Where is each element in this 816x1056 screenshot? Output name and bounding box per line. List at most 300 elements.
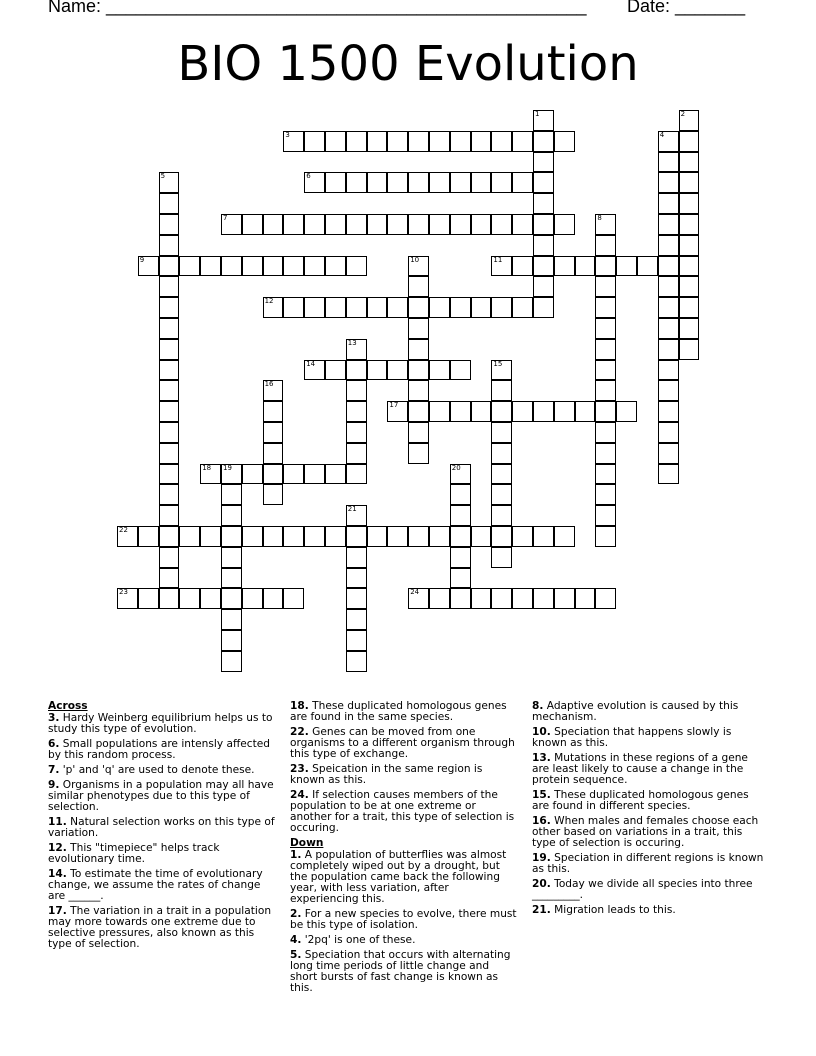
crossword-cell[interactable] [512,297,533,318]
crossword-cell[interactable] [595,360,616,381]
crossword-cell[interactable] [512,256,533,277]
crossword-cell[interactable] [304,297,325,318]
crossword-cell[interactable] [450,464,471,485]
crossword-cell[interactable] [679,297,700,318]
crossword-cell[interactable] [346,297,367,318]
clue-number: 22 [119,526,128,534]
crossword-cell[interactable] [387,360,408,381]
crossword-cell[interactable] [658,339,679,360]
crossword-cell[interactable] [429,588,450,609]
clue-item: 5. Speciation that occurs with alternating long time periods of little change and short bursts of fast change is known as this. [290,949,511,994]
crossword-cell[interactable] [450,547,471,568]
clue-item: 13. Mutations in these regions of a gene are least likely to cause a change in the protein sequence. [532,752,748,786]
crossword-cell[interactable] [387,214,408,235]
crossword-cell[interactable] [491,588,512,609]
crossword-cell[interactable] [159,568,180,589]
crossword-cell[interactable] [429,401,450,422]
crossword-cell[interactable] [325,214,346,235]
crossword-cell[interactable] [491,547,512,568]
crossword-cell[interactable] [512,588,533,609]
crossword-cell[interactable] [512,401,533,422]
clue-number: 4 [659,130,665,139]
crossword-cell[interactable] [346,443,367,464]
crossword-cell[interactable] [637,256,658,277]
crossword-cell[interactable] [533,526,554,547]
crossword-cell[interactable] [512,214,533,235]
crossword-cell[interactable] [387,526,408,547]
crossword-cell[interactable] [429,131,450,152]
crossword-cell[interactable] [179,526,200,547]
crossword-cell[interactable] [346,172,367,193]
crossword-cell[interactable] [263,443,284,464]
crossword-cell[interactable] [346,547,367,568]
crossword-cell[interactable] [471,401,492,422]
crossword-cell[interactable] [658,193,679,214]
crossword-cell[interactable] [387,172,408,193]
page-title: BIO 1500 Evolution [177,36,639,92]
crossword-cell[interactable] [658,464,679,485]
crossword-cell[interactable] [533,152,554,173]
crossword-cell[interactable] [491,401,512,422]
crossword-cell[interactable] [595,588,616,609]
crossword-cell[interactable] [533,256,554,277]
crossword-cell[interactable] [221,256,242,277]
crossword-cell[interactable] [658,380,679,401]
crossword-cell[interactable] [575,588,596,609]
crossword-cell[interactable] [346,380,367,401]
clue-item: 18. These duplicated homologous genes are found in the same species. [290,700,507,723]
crossword-cell[interactable] [283,588,304,609]
crossword-cell[interactable] [595,318,616,339]
crossword-cell[interactable] [221,484,242,505]
crossword-cell[interactable] [346,360,367,381]
crossword-cell[interactable] [325,172,346,193]
crossword-cell[interactable] [554,401,575,422]
crossword-cell[interactable] [138,588,159,609]
clue-item: 20. Today we divide all species into three _________. [532,878,753,901]
crossword-cell[interactable] [263,588,284,609]
crossword-cell[interactable] [283,256,304,277]
crossword-cell[interactable] [242,464,263,485]
crossword-cell[interactable] [304,256,325,277]
crossword-cell[interactable] [450,401,471,422]
crossword-cell[interactable] [346,568,367,589]
clue-item: 17. The variation in a trait in a population may more towards one extreme due to selective pressures, also known as this type of selection. [48,905,272,950]
crossword-cell[interactable] [595,276,616,297]
crossword-cell[interactable] [491,214,512,235]
clue-section-heading: Across [48,700,88,712]
crossword-cell[interactable] [263,256,284,277]
crossword-cell[interactable] [159,193,180,214]
crossword-cell[interactable] [408,422,429,443]
crossword-cell[interactable] [658,131,679,152]
crossword-cell[interactable] [159,318,180,339]
crossword-cell[interactable] [387,131,408,152]
crossword-cell[interactable] [450,172,471,193]
crossword-cell[interactable] [117,588,138,609]
crossword-cell[interactable] [450,360,471,381]
crossword-cell[interactable] [575,256,596,277]
crossword-cell[interactable] [408,172,429,193]
crossword-cell[interactable] [533,297,554,318]
crossword-cell[interactable] [533,276,554,297]
crossword-cell[interactable] [616,256,637,277]
crossword-cell[interactable] [325,526,346,547]
crossword-cell[interactable] [471,526,492,547]
crossword-cell[interactable] [159,380,180,401]
crossword-cell[interactable] [242,526,263,547]
crossword-cell[interactable] [450,505,471,526]
crossword-cell[interactable] [263,422,284,443]
crossword-cell[interactable] [429,360,450,381]
crossword-cell[interactable] [387,401,408,422]
crossword-cell[interactable] [408,526,429,547]
crossword-cell[interactable] [595,380,616,401]
crossword-cell[interactable] [658,318,679,339]
crossword-cell[interactable] [512,526,533,547]
crossword-cell[interactable] [346,651,367,672]
crossword-cell[interactable] [325,360,346,381]
crossword-cell[interactable] [304,131,325,152]
crossword-cell[interactable] [679,152,700,173]
crossword-cell[interactable] [595,235,616,256]
crossword-cell[interactable] [491,380,512,401]
crossword-cell[interactable] [159,464,180,485]
crossword-cell[interactable] [533,588,554,609]
crossword-cell[interactable] [554,256,575,277]
crossword-cell[interactable] [491,422,512,443]
crossword-cell[interactable] [263,297,284,318]
crossword-cell[interactable] [595,443,616,464]
crossword-cell[interactable] [679,193,700,214]
clue-number: 11 [493,255,503,264]
crossword-cell[interactable] [533,172,554,193]
crossword-cell[interactable] [159,276,180,297]
crossword-cell[interactable] [387,297,408,318]
crossword-cell[interactable] [450,484,471,505]
crossword-cell[interactable] [408,401,429,422]
crossword-cell[interactable] [658,235,679,256]
crossword-cell[interactable] [263,526,284,547]
crossword-cell[interactable] [679,110,700,131]
clue-item: 19. Speciation in different regions is known as this. [532,852,764,875]
clue-number: 13 [347,338,357,347]
clue-number: 19 [223,463,232,472]
crossword-cell[interactable] [679,318,700,339]
crossword-cell[interactable] [346,131,367,152]
crossword-cell[interactable] [159,401,180,422]
crossword-cell[interactable] [554,588,575,609]
crossword-cell[interactable] [263,401,284,422]
crossword-cell[interactable] [679,131,700,152]
crossword-cell[interactable] [200,526,221,547]
crossword-cell[interactable] [471,297,492,318]
crossword-cell[interactable] [283,131,304,152]
crossword-cell[interactable] [658,297,679,318]
crossword-cell[interactable] [263,214,284,235]
crossword-cell[interactable] [283,297,304,318]
crossword-cell[interactable] [658,401,679,422]
crossword-cell[interactable] [512,131,533,152]
crossword-cell[interactable] [179,256,200,277]
crossword-cell[interactable] [408,443,429,464]
clue-item: 3. Hardy Weinberg equilibrium helps us to study this type of evolution. [48,712,273,735]
crossword-cell[interactable] [325,131,346,152]
crossword-cell[interactable] [595,401,616,422]
crossword-cell[interactable] [263,484,284,505]
crossword-cell[interactable] [159,339,180,360]
crossword-cell[interactable] [346,588,367,609]
crossword-cell[interactable] [491,443,512,464]
crossword-cell[interactable] [408,588,429,609]
crossword-cell[interactable] [491,256,512,277]
crossword-cell[interactable] [471,131,492,152]
crossword-cell[interactable] [346,256,367,277]
clue-item: 12. This "timepiece" helps track evolutionary time. [48,842,220,865]
crossword-cell[interactable] [450,568,471,589]
clue-number: 10 [410,255,420,264]
crossword-cell[interactable] [367,297,388,318]
crossword-cell[interactable] [159,297,180,318]
crossword-cell[interactable] [450,214,471,235]
crossword-cell[interactable] [658,276,679,297]
crossword-cell[interactable] [263,464,284,485]
crossword-cell[interactable] [221,505,242,526]
crossword-cell[interactable] [533,131,554,152]
crossword-cell[interactable] [408,131,429,152]
clue-number: 12 [264,297,274,306]
clue-number: 9 [139,255,145,264]
crossword-cell[interactable] [658,172,679,193]
clue-number: 1 [535,110,540,118]
crossword-cell[interactable] [554,526,575,547]
crossword-cell[interactable] [242,588,263,609]
crossword-cell[interactable] [221,609,242,630]
clue-item: 7. 'p' and 'q' are used to denote these. [48,764,255,776]
crossword-cell[interactable] [554,214,575,235]
crossword-cell[interactable] [679,256,700,277]
crossword-cell[interactable] [283,526,304,547]
crossword-cell[interactable] [679,339,700,360]
crossword-cell[interactable] [554,131,575,152]
crossword-cell[interactable] [159,256,180,277]
crossword-cell[interactable] [367,131,388,152]
crossword-cell[interactable] [138,526,159,547]
crossword-cell[interactable] [408,360,429,381]
clue-item: 16. When males and females choose each other based on variations in a trait, this type of selection is occuring. [532,815,759,849]
crossword-cell[interactable] [533,110,554,131]
crossword-cell[interactable] [346,422,367,443]
crossword-cell[interactable] [159,484,180,505]
crossword-cell[interactable] [200,256,221,277]
crossword-cell[interactable] [159,588,180,609]
name-field-label[interactable]: Name: ________________________________________________ [48,0,587,16]
crossword-cell[interactable] [346,339,367,360]
crossword-cell[interactable] [491,360,512,381]
crossword-cell[interactable] [408,297,429,318]
clue-item: 10. Speciation that happens slowly is known as this. [532,726,732,749]
clue-number: 16 [264,380,274,389]
crossword-cell[interactable] [242,214,263,235]
crossword-cell[interactable] [221,547,242,568]
crossword-cell[interactable] [159,547,180,568]
crossword-cell[interactable] [491,172,512,193]
crossword-cell[interactable] [221,630,242,651]
crossword-cell[interactable] [408,339,429,360]
crossword-cell[interactable] [159,443,180,464]
crossword-cell[interactable] [304,360,325,381]
crossword-cell[interactable] [159,422,180,443]
crossword-cell[interactable] [533,193,554,214]
clue-item: 6. Small populations are intensly affected by this random process. [48,738,270,761]
crossword-cell[interactable] [595,422,616,443]
crossword-cell[interactable] [346,505,367,526]
crossword-cell[interactable] [304,214,325,235]
clue-number: 24 [410,588,420,597]
crossword-cell[interactable] [658,360,679,381]
crossword-cell[interactable] [533,235,554,256]
crossword-cell[interactable] [138,256,159,277]
crossword-cell[interactable] [679,214,700,235]
clue-number: 20 [451,463,461,472]
clue-item: 4. '2pq' is one of these. [290,934,416,946]
crossword-cell[interactable] [346,464,367,485]
crossword-cell[interactable] [304,464,325,485]
crossword-cell[interactable] [533,214,554,235]
crossword-cell[interactable] [325,256,346,277]
crossword-cell[interactable] [367,214,388,235]
clue-number: 14 [306,359,316,368]
clue-item: 2. For a new species to evolve, there must be this type of isolation. [290,908,517,931]
crossword-cell[interactable] [658,152,679,173]
crossword-cell[interactable] [159,526,180,547]
clues-column-1 [48,701,276,954]
crossword-cell[interactable] [221,651,242,672]
crossword-cell[interactable] [491,131,512,152]
crossword-cell[interactable] [658,443,679,464]
crossword-cell[interactable] [346,526,367,547]
crossword-cell[interactable] [179,588,200,609]
crossword-cell[interactable] [221,588,242,609]
crossword-cell[interactable] [283,214,304,235]
crossword-cell[interactable] [429,526,450,547]
crossword-cell[interactable] [159,214,180,235]
crossword-cell[interactable] [159,172,180,193]
crossword-cell[interactable] [325,297,346,318]
crossword-cell[interactable] [679,276,700,297]
crossword-cell[interactable] [450,297,471,318]
crossword-cell[interactable] [346,630,367,651]
crossword-cell[interactable] [450,526,471,547]
crossword-cell[interactable] [346,401,367,422]
crossword-cell[interactable] [658,214,679,235]
crossword-cell[interactable] [408,318,429,339]
crossword-cell[interactable] [595,484,616,505]
crossword-cell[interactable] [679,172,700,193]
crossword-cell[interactable] [429,297,450,318]
crossword-cell[interactable] [471,214,492,235]
crossword-cell[interactable] [616,401,637,422]
crossword-cell[interactable] [242,256,263,277]
crossword-cell[interactable] [595,214,616,235]
clue-number: 5 [160,172,166,181]
clue-number: 17 [389,401,399,410]
crossword-cell[interactable] [429,214,450,235]
crossword-cell[interactable] [450,131,471,152]
crossword-cell[interactable] [491,464,512,485]
crossword-cell[interactable] [304,526,325,547]
crossword-cell[interactable] [595,526,616,547]
crossword-cell[interactable] [200,464,221,485]
crossword-cell[interactable] [408,256,429,277]
clue-item: 9. Organisms in a population may all have similar phenotypes due to this type of selection. [48,779,274,813]
crossword-cell[interactable] [595,505,616,526]
crossword-cell[interactable] [159,235,180,256]
crossword-cell[interactable] [575,401,596,422]
crossword-cell[interactable] [117,526,138,547]
clue-number: 21 [347,505,357,514]
clue-item: 23. Speication in the same region is known as this. [290,763,483,786]
clue-number: 15 [493,359,503,368]
crossword-cell[interactable] [408,380,429,401]
crossword-cell[interactable] [408,214,429,235]
crossword-cell[interactable] [159,505,180,526]
clue-item: 21. Migration leads to this. [532,904,676,916]
crossword-cell[interactable] [491,505,512,526]
crossword-cell[interactable] [491,297,512,318]
crossword-cell[interactable] [325,464,346,485]
clue-item: 8. Adaptive evolution is caused by this mechanism. [532,700,739,723]
crossword-cell[interactable] [533,401,554,422]
crossword-cell[interactable] [491,526,512,547]
crossword-cell[interactable] [595,297,616,318]
crossword-cell[interactable] [367,360,388,381]
crossword-cell[interactable] [346,214,367,235]
crossword-cell[interactable] [367,172,388,193]
crossword-cell[interactable] [408,276,429,297]
crossword-cell[interactable] [221,568,242,589]
clue-number: 23 [119,588,128,597]
crossword-cell[interactable] [595,256,616,277]
crossword-cell[interactable] [471,172,492,193]
crossword-cell[interactable] [512,172,533,193]
crossword-cell[interactable] [221,526,242,547]
crossword-cell[interactable] [346,609,367,630]
crossword-cell[interactable] [200,588,221,609]
crossword-cell[interactable] [658,422,679,443]
crossword-cell[interactable] [450,588,471,609]
crossword-cell[interactable] [283,464,304,485]
crossword-cell[interactable] [263,380,284,401]
crossword-cell[interactable] [367,526,388,547]
crossword-cell[interactable] [491,484,512,505]
crossword-cell[interactable] [304,172,325,193]
crossword-cell[interactable] [658,256,679,277]
crossword-cell[interactable] [159,360,180,381]
clue-number: 2 [680,110,686,118]
crossword-cell[interactable] [429,172,450,193]
crossword-cell[interactable] [679,235,700,256]
clue-item: 22. Genes can be moved from one organisms to a different organism through this type of exchange. [290,726,515,760]
clues-column-3 [532,701,768,920]
crossword-cell[interactable] [221,214,242,235]
crossword-cell[interactable] [471,588,492,609]
clue-item: 24. If selection causes members of the population to be at one extreme or another for a trait, this type of selection is occuring. [290,789,515,834]
crossword-cell[interactable] [221,464,242,485]
date-field-label[interactable]: Date: _______ [627,0,746,16]
crossword-cell[interactable] [595,339,616,360]
crossword-cell[interactable] [595,464,616,485]
